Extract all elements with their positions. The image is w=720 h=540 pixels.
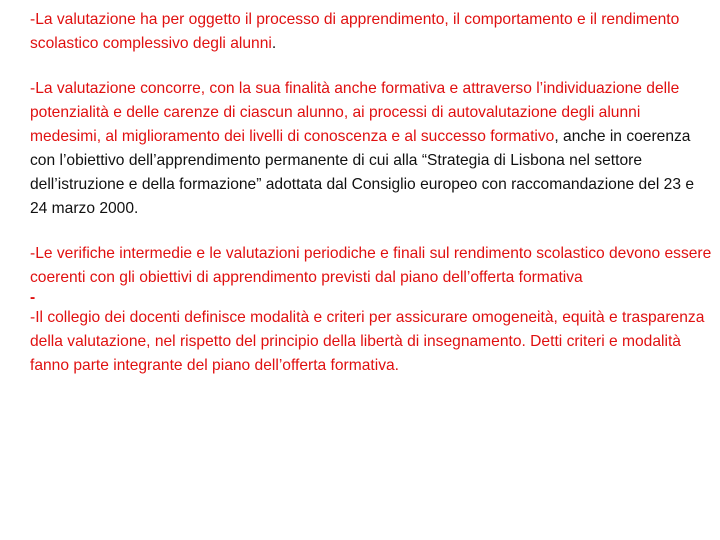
slide-content <box>30 8 712 378</box>
dash-separator: - <box>30 289 36 306</box>
paragraph-finalita-formativa <box>30 77 712 221</box>
paragraph-finalita-red-text: -La valutazione concorre, con la sua finalità anche formativa e attraverso l’individuazione delle potenzialità e delle carenze di ciascun alunno, ai processi di autovalutazione degli alunni medesimi, al miglioramento dei livelli di conoscenza e al successo formativo <box>30 80 680 145</box>
paragraph-verifiche: -Le verifiche intermedie e le valutazioni periodiche e finali sul rendimento scolastico devono essere coerenti con gli obiettivi di apprendimento previsti dal piano dell’offerta formativa <box>30 245 712 286</box>
paragraph-oggetto-period: . <box>271 35 277 52</box>
paragraph-collegio-docenti: -Il collegio dei docenti definisce modalità e criteri per assicurare omogeneità, equità e trasparenza della valutazione, nel rispetto del principio della libertà di insegnamento. Detti criteri e modalità fanno parte integrante del piano dell’offerta formativa. <box>30 309 705 374</box>
paragraph-finalita-black-text: , anche in coerenza con l’obiettivo dell’apprendimento permanente di cui alla “Strategia di Lisbona nel settore dell’istruzione e della formazione” adottata dal Consiglio europeo con raccomandazione del 23 e 24 marzo 2000. <box>30 128 695 217</box>
paragraph-oggetto-valutazione <box>30 8 712 56</box>
paragraph-oggetto-text: -La valutazione ha per oggetto il processo di apprendimento, il comportamento e il rendimento scolastico complessivo degli alunni <box>30 11 680 52</box>
